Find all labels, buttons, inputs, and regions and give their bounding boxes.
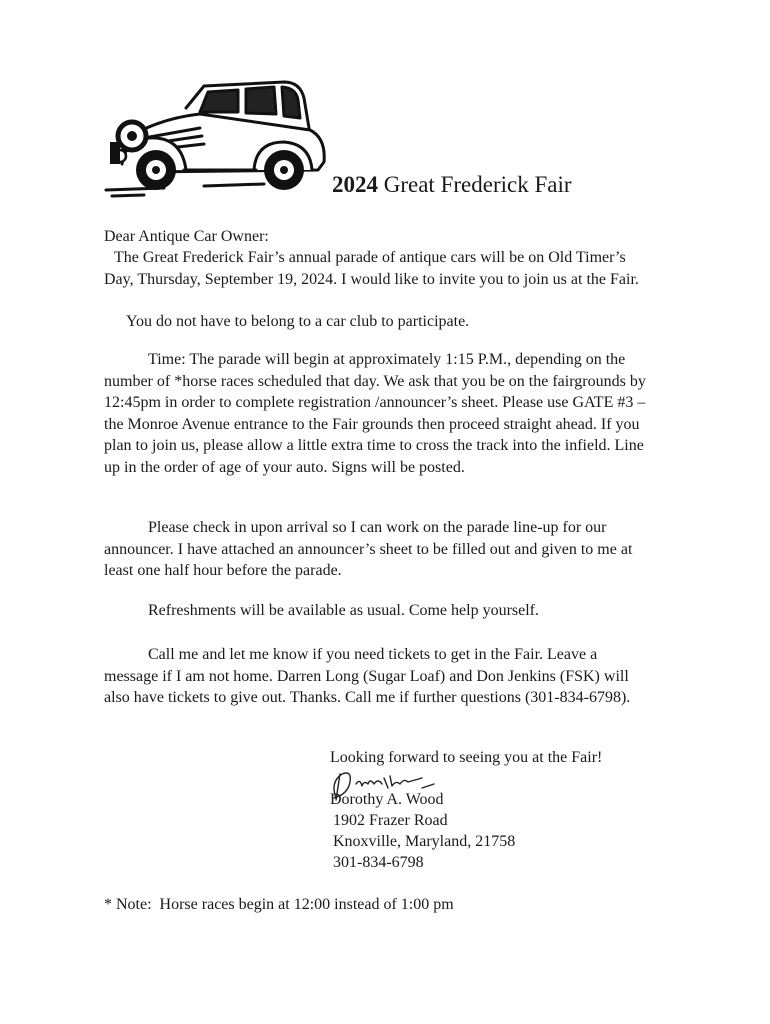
paragraph-check-in-text: Please check in upon arrival so I can work on the parade line-up for our announcer. I have attached an announcer’s sheet to be filled out and given to me at least one half hour before the parade. bbox=[104, 519, 633, 579]
salutation: Dear Antique Car Owner: bbox=[104, 228, 269, 245]
paragraph-membership-text: You do not have to belong to a car club to participate. bbox=[126, 313, 470, 330]
sender-address-block bbox=[330, 789, 515, 873]
title-year: 2024 bbox=[332, 172, 378, 197]
paragraph-time-text: Time: The parade will begin at approximately 1:15 P.M., depending on the number of *horse races scheduled that day. We ask that you be on the fairgrounds by 12:45pm in order to complete registration /announcer’s sheet. Please use GATE #3 – the Monroe Avenue entrance to the Fair grounds then proceed straight ahead. If you plan to join us, please allow a little extra time to cross the track into the infield. Line up in the order of age of your auto. Signs will be posted. bbox=[104, 351, 646, 476]
sender-city: Knoxville, Maryland, 21758 bbox=[333, 833, 516, 850]
paragraph-intro-text: The Great Frederick Fair’s annual parade of antique cars will be on Old Timer’s Day, Thursday, September 19, 2024. I would like to invite you to join us at the Fair. bbox=[104, 249, 639, 288]
paragraph-tickets bbox=[104, 644, 650, 709]
paragraph-tickets-text: Call me and let me know if you need tickets to get in the Fair. Leave a message if I am not home. Darren Long (Sugar Loaf) and Don Jenkins (FSK) will also have tickets to give out. Thanks. Call me if further questions (301-834-6798). bbox=[104, 646, 631, 706]
footnote bbox=[104, 894, 454, 915]
paragraph-membership bbox=[104, 311, 650, 333]
paragraph-time bbox=[104, 349, 650, 478]
footnote-label: * Note: bbox=[104, 896, 152, 913]
paragraph-check-in bbox=[104, 517, 650, 582]
title-text: Great Frederick Fair bbox=[378, 172, 572, 197]
letter-title bbox=[332, 170, 572, 200]
paragraph-intro bbox=[104, 247, 650, 290]
sender-name: Dorothy A. Wood bbox=[330, 791, 444, 808]
sender-street: 1902 Frazer Road bbox=[333, 812, 448, 829]
footnote-text: Horse races begin at 12:00 instead of 1:00 pm bbox=[159, 896, 454, 913]
paragraph-refreshments-text: Refreshments will be available as usual. Come help yourself. bbox=[148, 602, 540, 619]
sender-phone: 301-834-6798 bbox=[333, 854, 424, 871]
paragraph-refreshments bbox=[104, 600, 650, 622]
antique-car-icon bbox=[104, 78, 334, 200]
closing-line: Looking forward to seeing you at the Fair! bbox=[330, 749, 603, 766]
